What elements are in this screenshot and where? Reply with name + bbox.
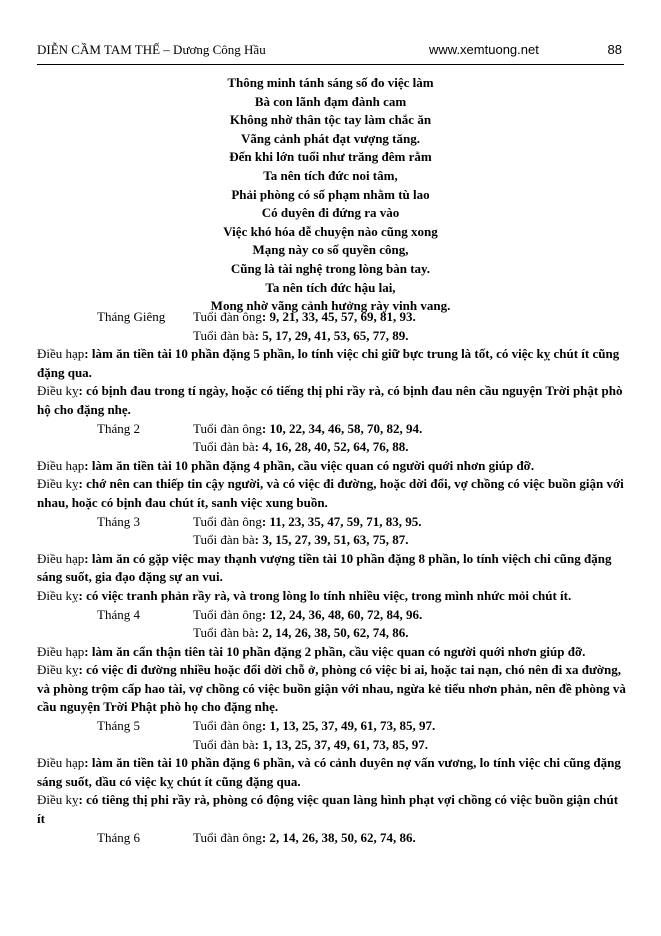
dieu-ky-paragraph	[37, 661, 627, 717]
male-ages	[193, 606, 422, 625]
female-ages-row	[37, 438, 627, 457]
poem-line: Cũng là tài nghệ trong lòng bàn tay.	[230, 260, 431, 276]
poem-line: Việc khó hóa dễ chuyện nào cũng xong	[223, 223, 438, 239]
poem-line: Mong nhờ vãng cảnh hưởng rày vinh vang.	[210, 298, 451, 314]
female-ages-row	[37, 327, 627, 346]
page-number: 88	[607, 42, 622, 57]
dieu-ky-text: : có việc tranh phản rầy rà, và trong lòng lo tính nhiều việc, trong mình nhức mỏi chút ít.	[78, 587, 572, 603]
dieu-ky-paragraph	[37, 587, 627, 606]
female-age-list: : 2, 14, 26, 38, 50, 62, 74, 86.	[254, 625, 409, 641]
female-ages	[193, 327, 408, 346]
dieu-ky-text: : có bịnh đau trong tí ngày, hoặc có tiếng thị phi rầy rà, có bịnh đau nên cầu nguyện Trời phật phò hộ cho đặng nhẹ.	[37, 383, 623, 417]
male-ages	[193, 513, 422, 532]
month-label: Tháng 3	[97, 513, 140, 529]
dieu-ky-text: : có việc đi đường nhiều hoặc đổi dời chỗ ở, phòng có việc bi ai, hoặc tai nạn, chó nên đi xa đường, và phòng trộm cấp hao tài, vợ chồng có việc buồn giận với nhau, ngừa kẻ tiểu nhơn phản, nên đề phòng và cầu nguyện Trời Phật phò họ cho đặng nhẹ.	[37, 662, 626, 715]
dieu-ky-text: : có tiêng thị phi rầy rà, phòng có động việc quan làng hình phạt vợi chồng có việc buồn giận chút ít	[37, 792, 619, 827]
female-label: Tuổi đàn bà	[193, 625, 255, 641]
dieu-hap-label: Điều hạp	[37, 457, 85, 473]
male-ages-row	[37, 829, 627, 848]
female-label: Tuổi đàn bà	[193, 439, 255, 455]
female-age-list: : 1, 13, 25, 37, 49, 61, 73, 85, 97.	[254, 736, 428, 752]
female-age-list: : 3, 15, 27, 39, 51, 63, 75, 87.	[254, 532, 409, 548]
male-age-list: : 10, 22, 34, 46, 58, 70, 82, 94.	[261, 420, 423, 436]
female-ages-row	[37, 531, 627, 550]
female-ages	[193, 736, 428, 755]
male-label: Tuổi đàn ông	[193, 420, 262, 436]
dieu-hap-text: : làm ăn tiền tài 10 phần đặng 6 phần, và có cảnh duyên nợ vấn vương, lo tính việc chi cũng đặng sáng suốt, dầu có việc kỵ chút ít cũng đặng qua.	[37, 755, 621, 789]
dieu-hap-label: Điều hạp	[37, 346, 85, 362]
month-label: Tháng 6	[97, 829, 140, 845]
male-ages-row	[37, 420, 627, 439]
book-title: DIỄN CẦM TAM THẾ – Dương Công Hầu	[37, 42, 266, 57]
month-label: Tháng Giêng	[97, 309, 166, 324]
dieu-hap-label: Điều hạp	[37, 550, 85, 566]
poem-line: Không nhờ thân tộc tay làm chắc ăn	[229, 112, 432, 128]
female-ages	[193, 624, 408, 643]
dieu-hap-text: : làm ăn tiền tài 10 phần đặng 4 phần, cầu việc quan có người quới nhơn giúp đỡ.	[84, 457, 535, 473]
month-sections	[37, 308, 627, 847]
male-label: Tuổi đàn ông	[193, 829, 262, 845]
dieu-hap-paragraph	[37, 754, 627, 791]
male-ages	[193, 420, 422, 439]
dieu-hap-paragraph	[37, 457, 627, 476]
poem-line: Vãng cảnh phát đạt vượng tăng.	[241, 130, 420, 146]
dieu-ky-paragraph	[37, 791, 627, 828]
dieu-hap-paragraph	[37, 643, 627, 662]
month-label: Tháng 5	[97, 718, 140, 734]
male-ages	[193, 829, 416, 848]
female-label: Tuổi đàn bà	[193, 532, 255, 548]
male-ages	[193, 717, 435, 736]
male-age-list: : 11, 23, 35, 47, 59, 71, 83, 95.	[261, 513, 422, 529]
male-age-list: : 12, 24, 36, 48, 60, 72, 84, 96.	[261, 606, 423, 622]
male-ages-row	[37, 308, 627, 327]
dieu-ky-label: Điều kỵ	[37, 383, 79, 399]
poem-line: Đến khi lớn tuổi như trăng đêm rằm	[229, 149, 432, 165]
poem-line: Thông minh tánh sáng số đo việc làm	[227, 75, 434, 90]
dieu-ky-label: Điều kỵ	[37, 476, 79, 492]
male-ages-row	[37, 606, 627, 625]
poem-line: Ta nên tích đức hậu lai,	[265, 279, 396, 295]
female-age-list: : 5, 17, 29, 41, 53, 65, 77, 89.	[254, 327, 409, 343]
dieu-ky-paragraph	[37, 475, 627, 512]
female-age-list: : 4, 16, 28, 40, 52, 64, 76, 88.	[254, 439, 409, 455]
dieu-ky-label: Điều kỵ	[37, 662, 79, 678]
dieu-ky-paragraph	[37, 382, 627, 419]
page-header	[37, 38, 624, 65]
dieu-hap-text: : làm ăn tiền tài 10 phần đặng 5 phần, lo tính việc chi giữ bực trung là tốt, có việc kỵ chút ít cũng đặng qua.	[37, 346, 620, 380]
dieu-ky-label: Điều kỵ	[37, 792, 79, 808]
male-ages	[193, 308, 416, 327]
male-label: Tuổi đàn ông	[193, 606, 262, 622]
dieu-hap-text: : làm ăn cẩn thận tiên tài 10 phần đặng 2 phần, cầu việc quan có người quới nhơn giúp đỡ.	[84, 643, 586, 659]
dieu-hap-paragraph	[37, 550, 627, 587]
dieu-hap-text: : làm ăn có gặp việc may thạnh vượng tiền tài 10 phần đặng 8 phần, lo tính việch chi cũng đặng sáng suốt, gia đạo đặng sự an vui.	[37, 550, 612, 585]
male-label: Tuổi đàn ông	[193, 718, 262, 734]
dieu-ky-label: Điều kỵ	[37, 587, 79, 603]
dieu-hap-label: Điều hạp	[37, 755, 85, 771]
male-label: Tuổi đàn ông	[193, 309, 262, 324]
dieu-ky-text: : chớ nên can thiếp tin cậy người, và có việc đi đường, hoặc dời đổi, vợ chồng có việc buồn giận với nhau, hoặc có bịnh đau chút ít, sanh việc xung buồn.	[37, 476, 624, 510]
poem-line: Bà con lãnh đạm đành cam	[254, 93, 407, 109]
poem-line: Ta nên tích đức noi tâm,	[263, 167, 398, 183]
female-label: Tuổi đàn bà	[193, 327, 255, 343]
male-age-list: : 9, 21, 33, 45, 57, 69, 81, 93.	[261, 309, 416, 324]
female-ages	[193, 531, 408, 550]
dieu-hap-paragraph	[37, 345, 627, 382]
male-ages-row	[37, 513, 627, 532]
male-label: Tuổi đàn ông	[193, 513, 262, 529]
male-age-list: : 2, 14, 26, 38, 50, 62, 74, 86.	[261, 829, 416, 845]
female-ages	[193, 438, 408, 457]
poem-line: Phải phòng có số phạm nhằm tù lao	[231, 186, 430, 202]
female-ages-row	[37, 736, 627, 755]
male-age-list: : 1, 13, 25, 37, 49, 61, 73, 85, 97.	[261, 718, 436, 734]
poem	[37, 74, 624, 316]
female-label: Tuổi đàn bà	[193, 736, 255, 752]
dieu-hap-label: Điều hạp	[37, 643, 85, 659]
website-url[interactable]: www.xemtuong.net	[429, 42, 539, 57]
poem-line: Có duyên đi đứng ra vào	[261, 205, 400, 221]
male-ages-row	[37, 717, 627, 736]
month-label: Tháng 4	[97, 606, 140, 622]
month-label: Tháng 2	[97, 420, 140, 436]
female-ages-row	[37, 624, 627, 643]
poem-line: Mạng này co số quyền công,	[252, 242, 409, 258]
